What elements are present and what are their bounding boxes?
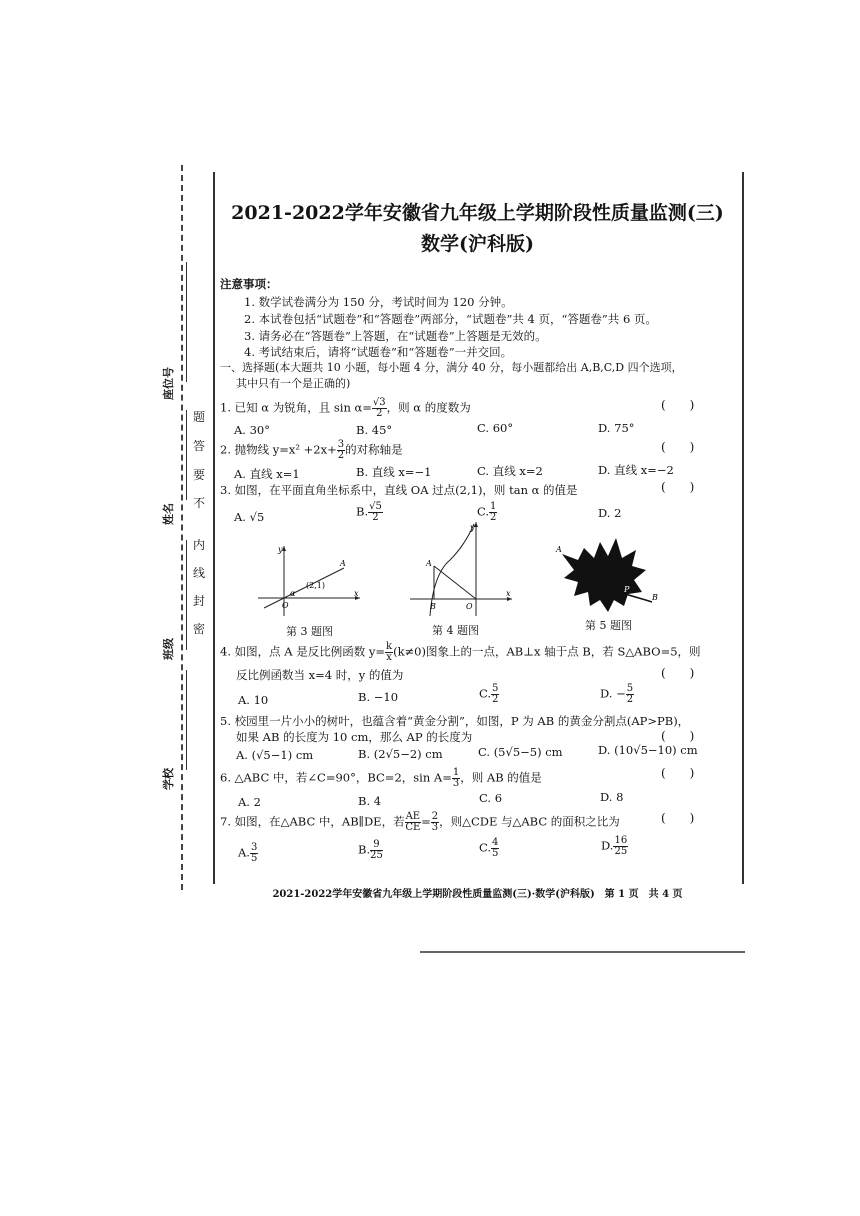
fig3-alpha-label: α xyxy=(290,589,296,598)
fig4-y-label: y xyxy=(470,523,475,532)
q1-option-d: D. 75° xyxy=(598,421,635,435)
question-4: 4. 如图，点 A 是反比例函数 y= $\frac{k}{x}$ (k≠0)图象上的一点，AB⊥x 轴于点 B，若 S△ABO=5，则 xyxy=(220,641,701,663)
q3-option-d: D. 2 xyxy=(598,506,622,520)
q2-option-c: C. 直线 x=2 xyxy=(477,464,543,478)
bottom-rule xyxy=(420,951,745,953)
leaf-shape xyxy=(562,538,646,612)
name-label: 姓名 xyxy=(162,503,175,525)
seal-char: 线 xyxy=(192,566,205,580)
school-label: 学校 xyxy=(162,768,175,790)
fig4-caption: 第 4 题图 xyxy=(432,624,479,637)
figure-3 xyxy=(256,540,366,620)
fig5-point-b-label: B xyxy=(652,593,658,602)
page-subtitle: 数学(沪科版) xyxy=(421,233,534,255)
seal-char: 不 xyxy=(192,496,205,510)
question-3: 3. 如图，在平面直角坐标系中，直线 OA 过点(2,1)，则 tan α 的值是 xyxy=(220,483,578,497)
question-1: 1. 已知 α 为锐角，且 sin α= $\frac{√3}{2}$ ，则 α 的度数为 xyxy=(220,397,471,419)
binding-dashed-line xyxy=(181,165,183,890)
answer-paren: ( ) xyxy=(661,666,695,680)
q4-option-c: C. $\frac{5}{2}$ xyxy=(479,683,499,705)
class-line xyxy=(186,540,187,650)
answer-paren: ( ) xyxy=(661,440,695,454)
answer-paren: ( ) xyxy=(661,811,695,825)
q3-option-c: C. $\frac{1}{2}$ xyxy=(477,501,497,523)
q5-option-a: A. (√5−1) cm xyxy=(236,748,314,762)
q6-option-a: A. 2 xyxy=(238,795,261,809)
q3-option-b: B. $\frac{√5}{2}$ xyxy=(356,501,382,523)
question-7: 7. 如图，在△ABC 中，AB∥DE，若 $\frac{AE}{CE}$ = $\frac{2}{3}$ ，则△CDE 与△ABC 的面积之比为 xyxy=(220,811,620,833)
note-item: 3. 请务必在“答题卷”上答题，在“试题卷”上答题是无效的。 xyxy=(244,329,547,343)
question-2: 2. 抛物线 y=x² +2x+ $\frac{3}{2}$ 的对称轴是 xyxy=(220,439,403,461)
q4-option-a: A. 10 xyxy=(238,693,269,707)
fig5-point-a-label: A xyxy=(556,545,562,554)
fig4-point-a-label: A xyxy=(426,559,432,568)
fig4-origin-label: O xyxy=(466,602,473,611)
class-label: 班级 xyxy=(162,638,175,660)
q3-option-a: A. √5 xyxy=(234,510,265,524)
answer-paren: ( ) xyxy=(661,766,695,780)
q1-option-b: B. 45° xyxy=(356,423,393,437)
note-item: 2. 本试卷包括“试题卷”和“答题卷”两部分，“试题卷”共 4 页，“答题卷”共 6 页。 xyxy=(244,312,657,326)
question-6: 6. △ABC 中，若∠C=90°，BC=2，sin A= $\frac{1}{3}$ ，则 AB 的值是 xyxy=(220,767,542,789)
seal-char: 内 xyxy=(192,538,205,552)
section-heading: 一、选择题(本大题共 10 小题，每小题 4 分，满分 40 分，每小题都给出 A,B,C,D 四个选项， xyxy=(220,361,683,374)
seal-char: 封 xyxy=(192,594,205,608)
q1-option-c: C. 60° xyxy=(477,421,514,435)
question-5: 5. 校园里一片小小的树叶，也蕴含着“黄金分割”，如图，P 为 AB 的黄金分割点(AP>PB)， xyxy=(220,714,690,728)
note-item: 4. 考试结束后，请将“试题卷”和“答题卷”一并交回。 xyxy=(244,345,513,359)
seal-char: 答 xyxy=(192,439,205,453)
answer-paren: ( ) xyxy=(661,729,695,743)
q5-option-b: B. (2√5−2) cm xyxy=(358,747,443,761)
seal-char: 要 xyxy=(192,468,205,482)
q7-option-c: C. $\frac{4}{5}$ xyxy=(479,837,499,859)
page-right-border xyxy=(742,172,744,884)
notes-heading: 注意事项： xyxy=(220,277,278,291)
q4-option-b: B. −10 xyxy=(358,690,399,704)
question-5-cont: 如果 AB 的长度为 10 cm，那么 AP 的长度为 xyxy=(236,730,473,744)
page-title: 2021-2022学年安徽省九年级上学期阶段性质量监测(三) xyxy=(231,202,724,224)
note-item: 1. 数学试卷满分为 150 分，考试时间为 120 分钟。 xyxy=(244,295,513,309)
fig5-caption: 第 5 题图 xyxy=(585,619,632,632)
q4-option-d: D. − $\frac{5}{2}$ xyxy=(600,683,634,705)
fig3-x-label: x xyxy=(354,589,359,598)
q1-option-a: A. 30° xyxy=(234,423,270,437)
q6-option-d: D. 8 xyxy=(600,790,624,804)
q2-option-b: B. 直线 x=−1 xyxy=(356,465,432,479)
q7-option-b: B. $\frac{9}{25}$ xyxy=(358,839,383,861)
fig3-point-a-label: A xyxy=(340,559,346,568)
question-4-cont: 反比例函数当 x=4 时，y 的值为 xyxy=(236,668,404,682)
q2-option-d: D. 直线 x=−2 xyxy=(598,463,674,477)
q5-option-c: C. (5√5−5) cm xyxy=(478,745,563,759)
page-footer: 2021-2022学年安徽省九年级上学期阶段性质量监测(三)·数学(沪科版) 第 1 页 共 4 页 xyxy=(272,889,683,900)
school-line xyxy=(186,670,187,770)
page-left-border xyxy=(213,172,215,884)
q5-option-d: D. (10√5−10) cm xyxy=(598,743,698,757)
seal-char: 密 xyxy=(192,622,205,636)
fig3-point-label: (2,1) xyxy=(306,581,325,590)
q7-option-a: A. $\frac{3}{5}$ xyxy=(238,842,258,864)
q7-option-d: D. $\frac{16}{25}$ xyxy=(601,835,628,857)
fig5-point-p-label: P xyxy=(624,585,630,594)
section-heading-cont: 其中只有一个是正确的) xyxy=(236,377,351,390)
q6-option-c: C. 6 xyxy=(479,791,503,805)
fig4-x-label: x xyxy=(506,589,511,598)
seal-char: 题 xyxy=(192,410,205,424)
fig4-point-b-label: B xyxy=(430,602,436,611)
seat-label: 座位号 xyxy=(162,367,175,400)
name-line xyxy=(186,410,187,500)
q2-option-a: A. 直线 x=1 xyxy=(234,467,300,481)
answer-paren: ( ) xyxy=(661,480,695,494)
answer-paren: ( ) xyxy=(661,398,695,412)
fig3-y-label: y xyxy=(278,545,283,554)
fig3-origin-label: O xyxy=(282,601,289,610)
figure-4 xyxy=(408,520,518,620)
seat-line xyxy=(186,262,187,382)
fig3-caption: 第 3 题图 xyxy=(286,625,333,638)
q6-option-b: B. 4 xyxy=(358,794,382,808)
figure-5 xyxy=(548,534,666,620)
